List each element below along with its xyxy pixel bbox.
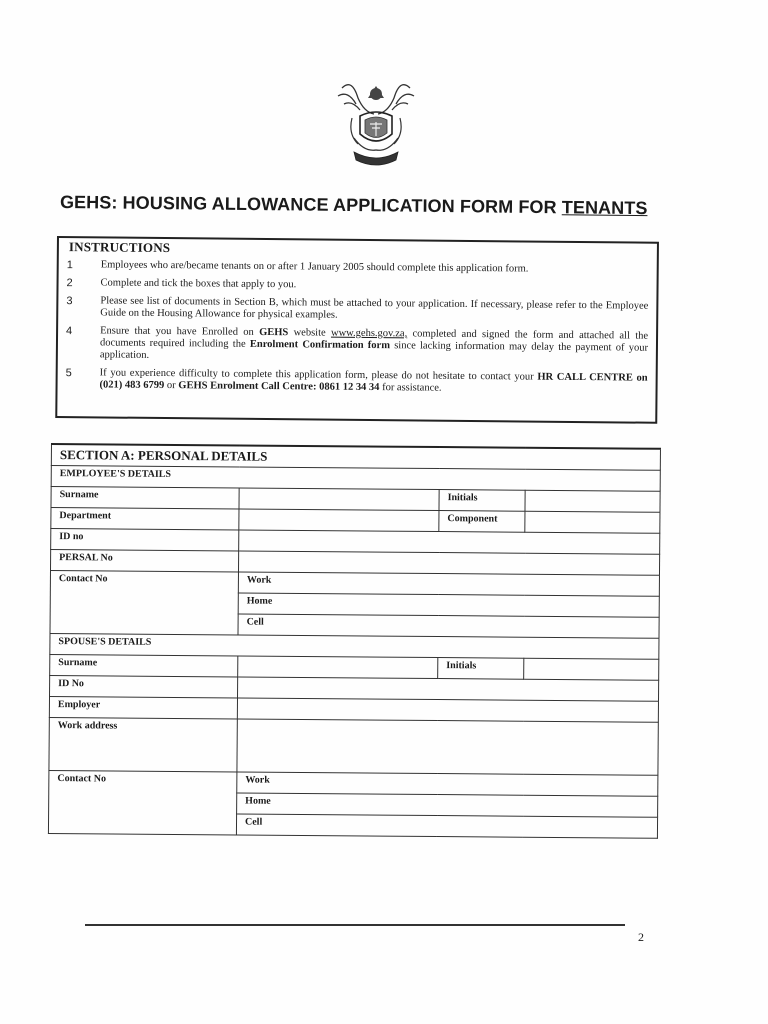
instruction-text-part: since lacking information may delay the payment of your application. [99,340,649,361]
spouse-contact-label: Contact No [48,770,236,834]
spouse-employer-label: Employer [49,696,237,718]
instruction-text-part: or [164,380,179,392]
spouse-id-label: ID No [50,675,238,697]
instruction-number: 4 [66,325,73,338]
employee-department-label: Department [51,508,239,530]
employee-persal-label: PERSAL No [50,550,238,572]
spouse-initials-label: Initials [438,658,524,680]
spouse-work-address-label: Work address [49,717,237,771]
instruction-item [66,325,648,367]
instruction-number: 3 [66,295,73,308]
spouse-initials-field[interactable] [524,658,659,680]
page-number: 2 [638,930,644,944]
spouse-work-address-field[interactable] [237,719,658,775]
instruction-text [100,367,648,396]
work-label: Work [245,774,270,786]
instruction-text-part: for assistance. [379,382,442,394]
instruction-text: Complete and tick the boxes that apply to you. [100,277,297,291]
gehs-website-link[interactable]: www.gehs.gov.za, [330,327,408,340]
employee-contact-label: Contact No [50,571,238,635]
section-a-heading: SECTION A: PERSONAL DETAILS [51,444,660,470]
employee-details-heading: EMPLOYEE'S DETAILS [51,466,660,492]
employee-component-field[interactable] [525,511,660,533]
gehs-emphasis: GEHS [259,326,289,339]
coat-of-arms-icon [334,78,418,170]
instruction-number: 1 [66,259,73,272]
instruction-item [66,277,648,295]
instruction-item [67,259,649,277]
employee-component-label: Component [439,511,525,533]
instruction-text-part: completed and signed the form and attached all the documents required including the [99,328,649,350]
enrolment-form-emphasis: Enrolment Confirmation form [249,338,391,352]
gehs-call-centre: GEHS Enrolment Call Centre: 0861 12 34 34 [178,380,380,394]
footer-divider [85,924,625,926]
instruction-item [66,367,648,397]
personal-details-table [48,443,661,839]
hr-call-centre: HR CALL CENTRE on (021) 483 6799 [99,371,648,392]
cell-label: Cell [246,616,264,628]
employee-department-field[interactable] [239,509,439,532]
employee-initials-field[interactable] [525,490,660,512]
instruction-text [100,325,648,366]
instructions-box [55,236,659,424]
spouse-surname-label: Surname [50,654,238,676]
instruction-text-part: If you experience difficulty to complete this application form, please do not hesitate to contact your [99,367,538,383]
home-label: Home [246,595,273,607]
spouse-surname-field[interactable] [238,656,438,679]
employee-id-label: ID no [51,529,239,551]
instruction-text: Please see list of documents in Section B, which must be attached to your application. If necessary, please refer to the Employee Guide on the Housing Allowance for physical examples. [100,295,649,321]
form-title [60,192,680,219]
employee-initials-label: Initials [439,490,525,512]
form-title-prefix: GEHS: HOUSING ALLOWANCE APPLICATION FORM FOR [59,192,557,218]
instruction-text-part: Ensure that you have Enrolled on [100,325,260,338]
spouse-details-heading: SPOUSE'S DETAILS [50,633,659,659]
spouse-cell-phone-field[interactable] [236,814,657,838]
employee-surname-field[interactable] [239,488,439,511]
employee-surname-label: Surname [51,487,239,509]
instruction-number: 2 [66,277,73,290]
section-a [48,443,660,839]
instructions-heading: INSTRUCTIONS [68,239,171,256]
instruction-item [66,295,648,325]
instruction-number: 5 [65,367,72,380]
home-label: Home [245,795,271,807]
cell-label: Cell [244,816,263,828]
work-label: Work [246,574,272,586]
instruction-text: Employees who are/became tenants on or after 1 January 2005 should complete this application form. [100,259,529,275]
instruction-text-part: website [288,327,332,339]
form-title-emphasis: TENANTS [561,197,648,219]
